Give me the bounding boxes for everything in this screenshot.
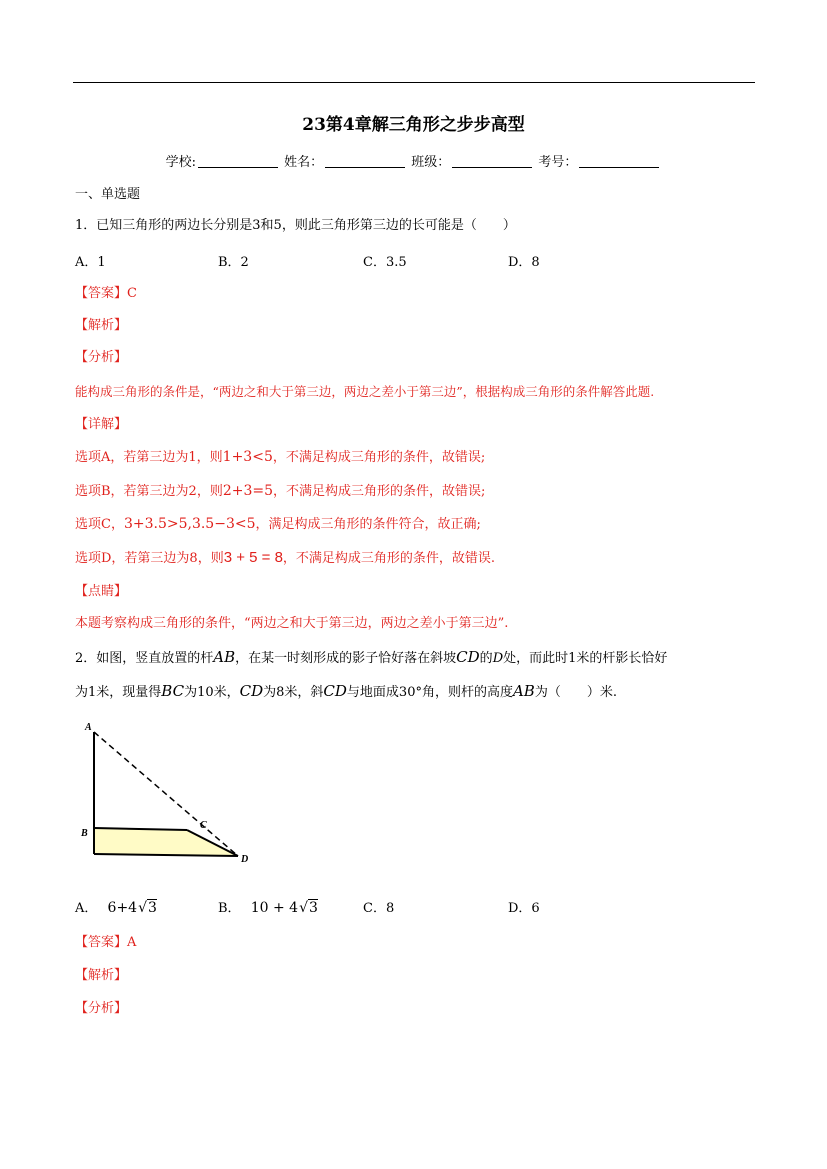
q2-var-cd: CD — [456, 648, 480, 666]
q2-var-bc: BC — [161, 682, 185, 700]
q2-stem-text-1b: ，在某一时刻形成的影子恰好落在斜坡 — [235, 651, 457, 666]
q1-stem: 1．已知三角形的两边长分别是3和5，则此三角形第三边的长可能是（ ） — [75, 218, 516, 233]
q1-detail-c-math: 3+3.5>5,3.5−3<5 — [123, 516, 256, 532]
header-rule — [73, 82, 755, 83]
q1-option-d: D．8 — [508, 255, 540, 270]
q1-detail-b-tail: ，不满足构成三角形的条件，故错误; — [273, 484, 486, 499]
class-field[interactable] — [452, 155, 532, 168]
q1-detail-d-math: 3 + 5 = 8 — [223, 549, 283, 566]
q2-figure — [80, 718, 255, 868]
label-b: B — [81, 828, 88, 839]
q1-detail-b-text: 选项B，若第三边为2，则 — [75, 484, 223, 499]
q1-option-a: A．1 — [75, 255, 106, 270]
q1-option-c: C．3.5 — [363, 255, 407, 270]
school-field[interactable] — [198, 155, 278, 168]
name-field[interactable] — [325, 155, 405, 168]
q2-option-b-label: B． — [218, 901, 241, 916]
name-label: 姓名： — [284, 155, 324, 170]
q2-stem-text-1c: 的 — [479, 651, 493, 666]
q1-answer: 【答案】C — [75, 286, 137, 301]
q2-option-a-label: A． — [75, 901, 98, 916]
class-label: 班级： — [411, 155, 451, 170]
q1-dianjing-heading: 【点睛】 — [75, 584, 128, 599]
q2-fenxi-heading: 【分析】 — [75, 1001, 128, 1016]
q1-jiexi-heading: 【解析】 — [75, 318, 128, 333]
q1-option-b: B．2 — [218, 255, 249, 270]
q2-stem-line1 — [75, 648, 667, 668]
q2-var-ab-2: AB — [512, 682, 535, 700]
q1-detail-a-tail: ，不满足构成三角形的条件，故错误; — [272, 450, 486, 465]
q2-var-cd-2: CD — [239, 682, 264, 700]
q2-stem-text-2a: 为1米，现量得 — [75, 685, 162, 700]
q2-option-c: C．8 — [363, 901, 395, 916]
q1-detail-b — [75, 482, 485, 501]
q2-option-a — [75, 897, 157, 916]
q2-jiexi-heading: 【解析】 — [75, 968, 128, 983]
q2-answer: 【答案】A — [75, 935, 137, 950]
q2-var-cd-3: CD — [323, 682, 347, 700]
section-title: 一、单选题 — [75, 187, 141, 202]
q1-detail-c — [75, 515, 481, 534]
q1-detail-a-math: 1+3<5 — [222, 449, 273, 465]
q2-option-a-radicand: 3 — [148, 900, 157, 916]
q2-stem-text-2e: 为（ ）米. — [534, 685, 617, 700]
q1-fenxi-heading: 【分析】 — [75, 350, 128, 365]
student-info-line — [0, 151, 827, 170]
q1-detail-d — [75, 549, 495, 568]
q2-var-ab: AB — [213, 648, 236, 666]
q2-option-b-expr: 10 + 4 — [250, 900, 299, 916]
q1-detail-d-tail: ，不满足构成三角形的条件，故错误. — [282, 551, 496, 566]
q2-option-a-expr: 6+4 — [107, 900, 138, 916]
q2-option-b-radicand: 3 — [308, 900, 318, 916]
sqrt-sign: √ — [138, 900, 147, 916]
q2-var-d: D — [492, 651, 504, 666]
sqrt-sign: √ — [299, 900, 308, 916]
q2-stem-line2 — [75, 682, 617, 702]
q2-stem-text-2c: 为8米，斜 — [263, 685, 324, 700]
q1-analysis: 能构成三角形的条件是，“两边之和大于第三边，两边之差小于第三边”，根据构成三角形的条件解答此题. — [75, 384, 655, 399]
q2-stem-text-2b: 为10米， — [184, 685, 240, 700]
label-a: A — [85, 722, 92, 733]
q1-xiangjie-heading: 【详解】 — [75, 417, 128, 432]
q1-comment: 本题考察构成三角形的条件，“两边之和大于第三边，两边之差小于第三边”. — [75, 616, 509, 631]
exam-no-label: 考号： — [538, 155, 578, 170]
label-c: C — [200, 820, 207, 831]
q2-stem-text-1a: 2．如图，竖直放置的杆 — [75, 651, 214, 666]
q1-detail-c-tail: ，满足构成三角形的条件符合，故正确; — [255, 517, 481, 532]
q1-detail-d-text: 选项D，若第三边为8，则 — [75, 551, 224, 566]
q1-detail-b-math: 2+3=5 — [222, 483, 274, 499]
q1-detail-a-text: 选项A，若第三边为1，则 — [75, 450, 223, 465]
q2-option-d: D．6 — [508, 901, 540, 916]
page-title: 23第4章解三角形之步步高型 — [302, 115, 525, 135]
q1-detail-c-text: 选项C， — [75, 517, 124, 532]
school-label: 学校: — [165, 155, 196, 170]
q1-detail-a — [75, 448, 485, 467]
slope-shadow-fill — [94, 828, 238, 856]
q2-stem-text-2d: 与地面成30°角，则杆的高度 — [346, 685, 513, 700]
q2-stem-text-1d: 处，而此时1米的杆影长恰好 — [503, 651, 668, 666]
q2-option-b — [218, 897, 318, 916]
exam-no-field[interactable] — [579, 155, 659, 168]
label-d: D — [241, 854, 249, 865]
